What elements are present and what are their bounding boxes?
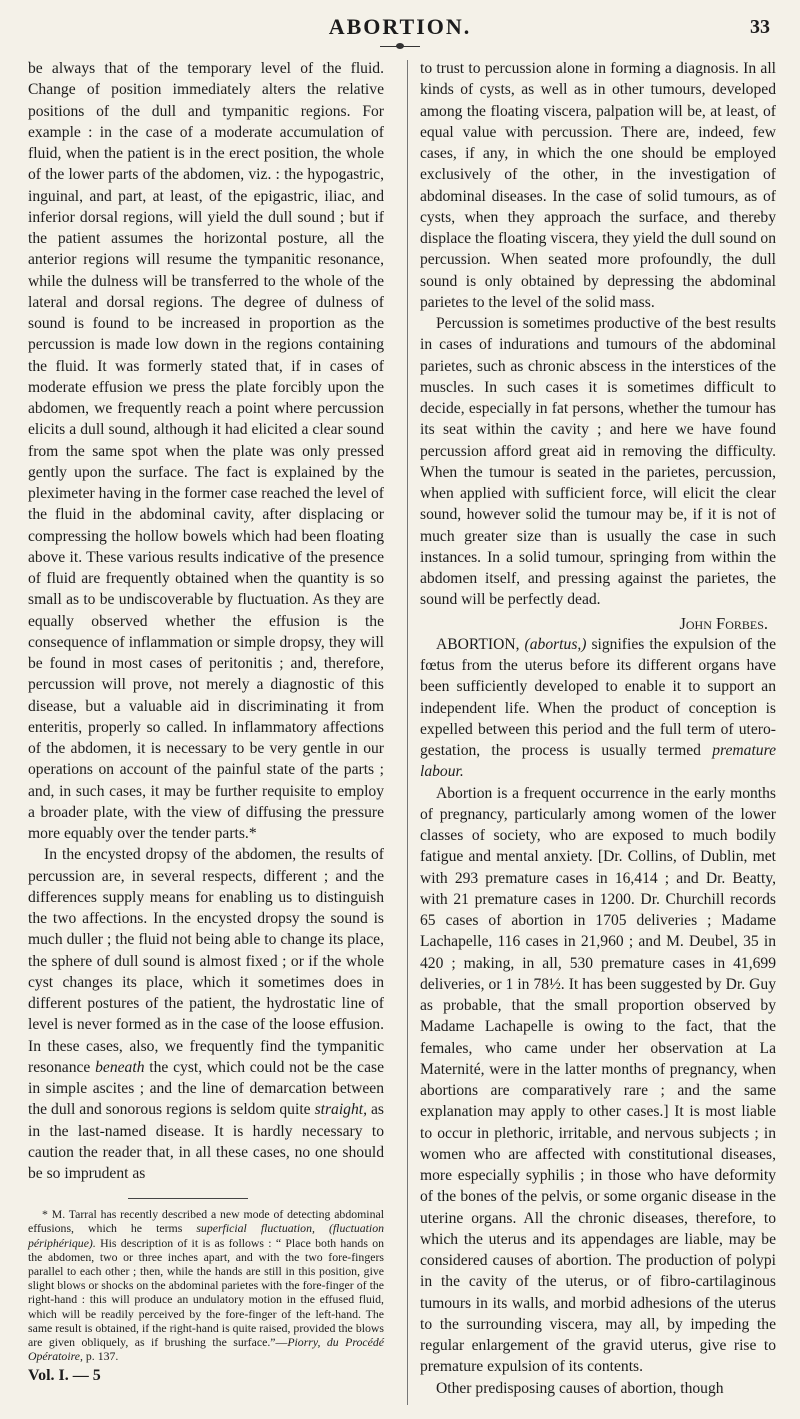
emphasis: beneath [95,1058,145,1076]
footnote: * M. Tarral has recently described a new mode of detecting abdominal effusions, which he terms superficial fluctuation, (fluctuation périphérique). His description of it is as follows : “ Place both hands on the abdomen, two or three inches apart, and with the two fore-fingers parallel to each other ; then, while the hands are still in this position, give slight blows or shocks on the abdominal parietes with the fore-finger of the right-hand : this will produce an undulatory motion in the effused fluid, which will be readily perceived by the fore-finger of the left-hand. The same result is obtained, if the right-hand is quite raised, provided the blows are given obliquely, as if brushing the surface.”—Piorry, du Procédé Opératoire, p. 137. [28,1207,384,1364]
article-heading-paragraph: ABORTION, (abortus,) signifies the expulsion of the fœtus from the uterus before its different organs have been sufficiently developed to enable it to support an independent life. When the product of conception is expelled between this period and the full term of utero-gestation, the process is usually termed premature labour. [420,635,777,781]
signature-mark: Vol. I. — 5 [28,1367,101,1385]
left-column [28,58,384,1387]
column-divider [407,60,408,1405]
emphasis: straight, [314,1101,368,1119]
right-column [420,58,776,1399]
page-number: 33 [750,16,770,38]
footnote-rule [128,1198,248,1199]
paragraph: to trust to percussion alone in forming a diagnosis. In all kinds of cysts, as well as in other tumours, developed among the floating viscera, palpation will be, at least, of equal value with percussion. There are, indeed, few cases, if any, in which the one should be employed exclusively of the other, in the investigation of abdominal diseases. In the case of solid tumours, as of cysts, when they approach the surface, and thereby displace the floating viscera, they yield the dull sound on percussion. When seated more profoundly, the dull sound is only obtained by depressing the abdominal parietes to the level of the solid mass. [420,60,776,311]
paragraph: be always that of the temporary level of the fluid. Change of position immediately alters the relative positions of the dull and tympanitic regions. For example : in the case of a moderate accumulation of fluid, when the patient is in the erect position, the whole of the lower parts of the abdomen, viz. : the hypogastric, inguinal, and part, at least, of the epigastric, iliac, and inferior dorsal regions, will yield the dull sound ; but if the patient assumes the horizontal posture, all the anterior regions will resume the tympanitic resonance, while the dulness will be transferred to the whole of the lateral and dorsal regions. The degree of dulness of sound is found to be increased in proportion as the percussion is made low down in the regions containing the fluid. It was formerly stated that, if in cases of moderate effusion we press the plate forcibly upon the abdomen, we frequently reach a point where percussion elicits a dull sound, although it had elicited a clear sound from the same spot when the plate was only pressed gently upon the surface. The fact is explained by the pleximeter having in the former case reached the level of the fluid in the abdominal cavity, after displacing or compressing the hollow bowels which had been floating above it. These various results indicative of the presence of fluid are frequently obtained when the quantity is so small as to be undiscoverable by fluctuation. As they are equally observed whether the effusion is the consequence of inflammation or simple dropsy, they will be found in most cases of peritonitis ; and, therefore, percussion will prove, not merely a diagnostic of this disease, but a valuable aid in discriminating it from enteritis, properly so called. In inflammatory affections of the abdomen, it is necessary to be very gentle in our operations on account of the painful state of the parts ; and, in such cases, it may be further requisite to employ a broader plate, with the view of diffusing the pressure more equably over the tender parts.* [28,60,384,842]
paragraph: Percussion is sometimes productive of the best results in cases of indurations and tumours of the abdominal parietes, such as chronic abscess in the interstices of the muscles. In such cases it is sometimes difficult to decide, especially in fat persons, whether the tumour has its seat within the cavity ; and here we have found percussion afford great aid in removing the difficulty. When the tumour is seated in the parietes, percussion, when applied with sufficient force, will elicit the clear sound, however solid the tumour may be, if it is not of much greater size than is usually the case in such instances. In a solid tumour, springing from within the abdomen itself, and pressing against the parietes, the sound will be perfectly dead. [420,315,776,609]
article-headword: ABORTION, [436,635,520,653]
header-ornament [380,46,420,47]
page-header [0,14,800,54]
paragraph: Abortion is a frequent occurrence in the early months of pregnancy, particularly among women of the lower classes of society, who are exposed to much bodily fatigue and mental anxiety. [Dr. Collins, of Dublin, met with 293 premature cases in 16,414 ; and Dr. Beatty, with 21 premature cases in 1200. Dr. Churchill records 65 cases of abortion in 1705 deliveries ; Madame Lachapelle, 116 cases in 21,960 ; and M. Deubel, 35 in 420 ; making, in all, 530 premature cases in 41,699 deliveries, or 1 in 78½. It has been suggested by Dr. Guy as probable, that the small proportion observed by Madame Lachapelle is owing to the fact, that the females, who came under her observation at La Maternité, were in the latter months of pregnancy, when abortions are comparatively rare ; and the same explanation may apply to other cases.] It is most liable to occur in plethoric, irritable, and nervous subjects ; in women who are affected with constitutional diseases, more especially syphilis ; in those who have deformity of the bones of the pelvis, or some organic disease in the uterine organs. All the chronic diseases, therefore, to which the uterus and its appendages are liable, may be considered causes of abortion. The production of polypi in the cavity of the uterus, or of fibro-cartilaginous tumours in its walls, and morbid adhesions of the uterus to the surrounding viscera, may all, by impeding the regular enlargement of the gravid uterus, give rise to premature expulsion of its contents. [420,784,776,1376]
paragraph: Other predisposing causes of abortion, though [436,1379,724,1397]
running-title: ABORTION. [328,14,472,39]
paragraph: In the encysted dropsy of the abdomen, the results of percussion are, in several respects, different ; and the differences supply means for enabling us to distinguish the two affections. In the encysted dropsy the sound is much duller ; the fluid not being able to change its place, the sphere of dull sound is almost fixed ; or if the whole cyst changes its place, which it sometimes does in different postures of the patient, the hydrostatic line of level is never formed as in the case of the loose effusion. In these cases, also, we frequently find the tympanitic resonance beneath the cyst, which could not be the case in simple ascites ; and the line of demarcation between the dull and sonorous regions is seldom quite straight, as in the last-named disease. It is hardly necessary to caution the reader that, in all these cases, no one should be so imprudent as [28,846,385,1182]
author-signature: John Forbes. [679,613,768,633]
